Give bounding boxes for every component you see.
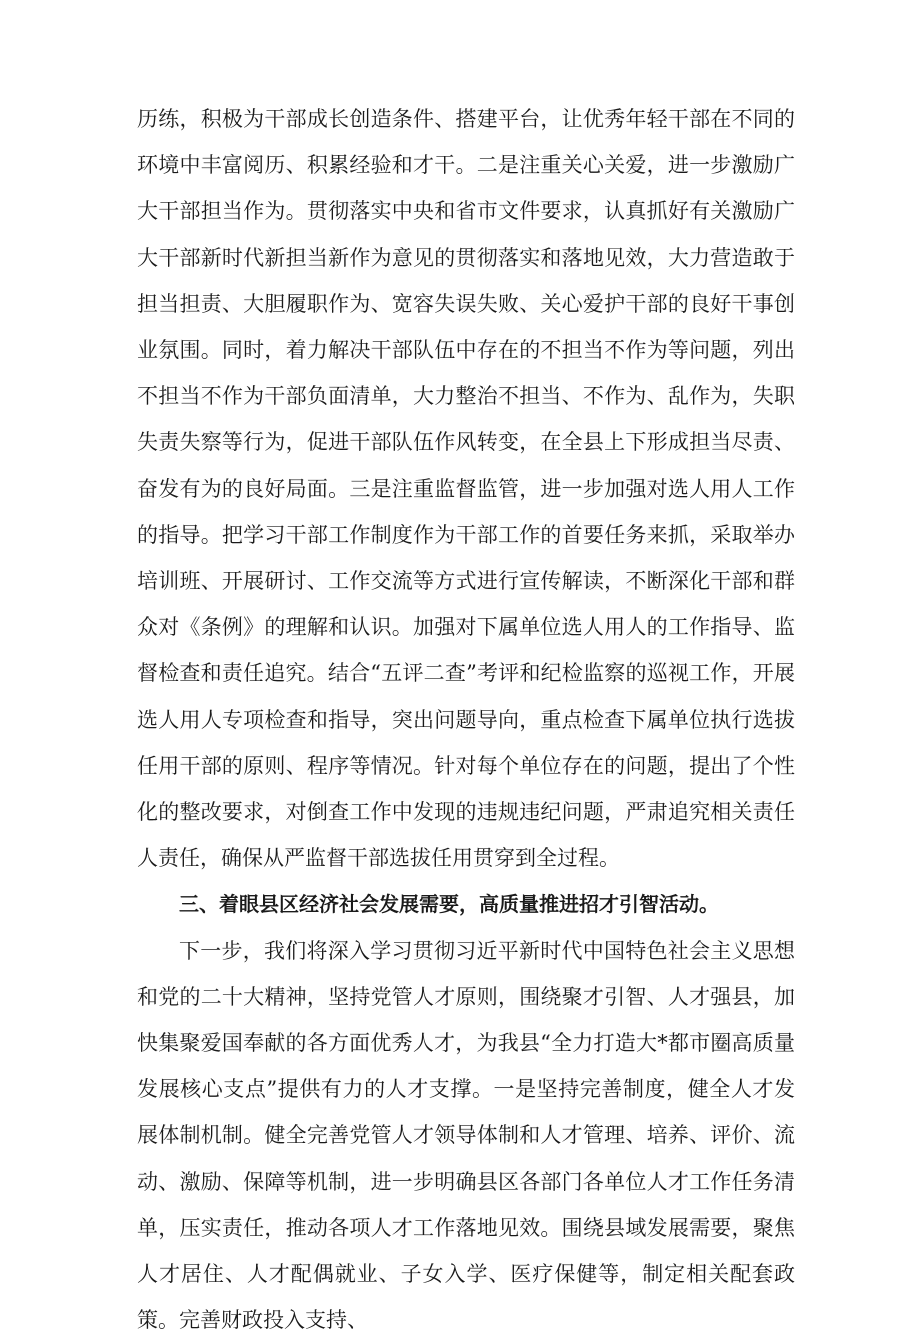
- body-paragraph: 历练，积极为干部成长创造条件、搭建平台，让优秀年轻干部在不同的环境中丰富阅历、积累经验和才干。二是注重关心关爱，进一步激励广大干部担当作为。贯彻落实中央和省市文件要求，认真抓好有关激励广大干部新时代新担当新作为意见的贯彻落实和落地见效，大力营造敢于担当担责、大胆履职作为、宽容失误失败、关心爱护干部的良好干事创业氛围。同时，着力解决干部队伍中存在的不担当不作为等问题，列出不担当不作为干部负面清单，大力整治不担当、不作为、乱作为，失职失责失察等行为，促进干部队伍作风转变，在全县上下形成担当尽责、奋发有为的良好局面。三是注重监督监管，进一步加强对选人用人工作的指导。把学习干部工作制度作为干部工作的首要任务来抓，采取举办培训班、开展研讨、工作交流等方式进行宣传解读，不断深化干部和群众对《条例》的理解和认识。加强对下属单位选人用人的工作指导、监督检查和责任追究。结合“五评二查”考评和纪检监察的巡视工作，开展选人用人专项检查和指导，突出问题导向，重点检查下属单位执行选拔任用干部的原则、程序等情况。针对每个单位存在的问题，提出了个性化的整改要求，对倒查工作中发现的违规违纪问题，严肃追究相关责任人责任，确保从严监督干部选拔任用贯穿到全过程。: [137, 107, 795, 871]
- body-paragraph: 下一步，我们将深入学习贯彻习近平新时代中国特色社会主义思想和党的二十大精神，坚持党管人才原则，围绕聚才引智、人才强县，加快集聚爱国奉献的各方面优秀人才，为我县“全力打造大*都市圈高质量发展核心支点”提供有力的人才支撑。一是坚持完善制度，健全人才发展体制机制。健全完善党管人才领导体制和人才管理、培养、评价、流动、激励、保障等机制，进一步明确县区各部门各单位人才工作任务清单，压实责任，推动各项人才工作落地见效。围绕县域发展需要，聚焦人才居住、人才配偶就业、子女入学、医疗保健等，制定相关配套政策。完善财政投入支持、: [137, 938, 795, 1333]
- section-heading: 三、着眼县区经济社会发展需要，高质量推进招才引智活动。: [179, 892, 719, 917]
- document-body: [137, 96, 795, 1343]
